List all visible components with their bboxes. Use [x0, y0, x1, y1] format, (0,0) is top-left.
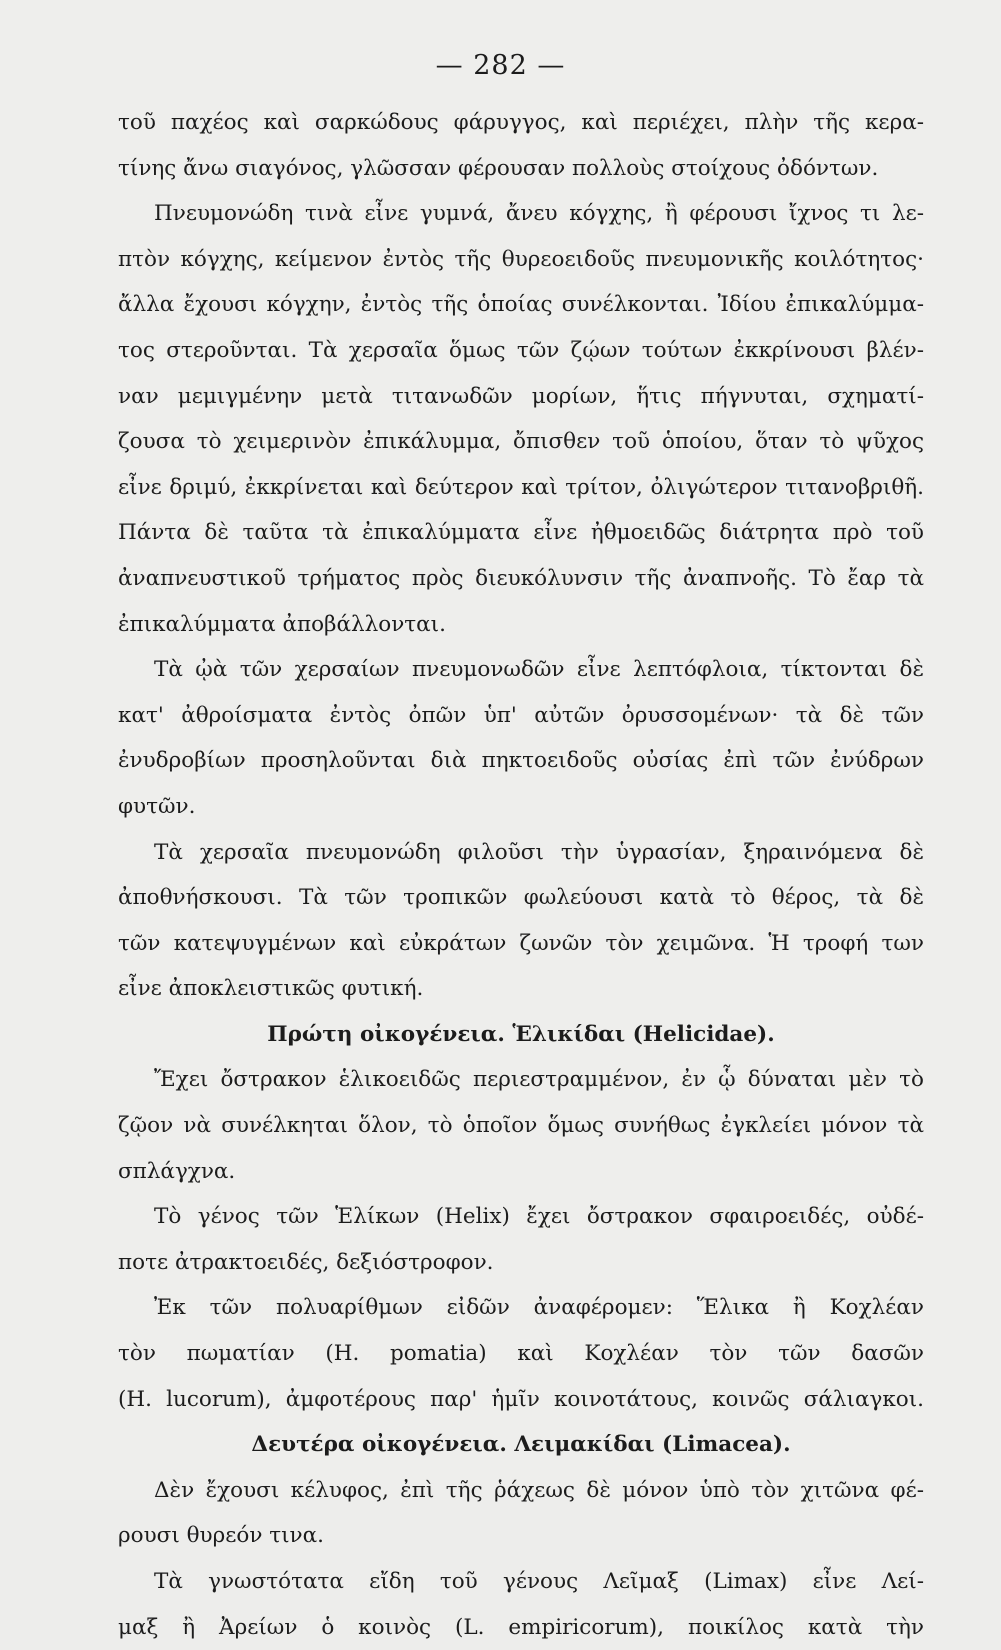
- text-line: ἀποθνήσκουσι. Τὰ τῶν τροπικῶν φωλεύουσι κατὰ τὸ θέρος, τὰ δὲ: [118, 885, 924, 911]
- body-text: [118, 100, 924, 1650]
- section-heading: Πρώτη οἰκογένεια. Ἑλικίδαι (Helicidae).: [267, 1021, 775, 1047]
- text-line: εἶνε ἀποκλειστικῶς φυτική.: [118, 976, 424, 1002]
- text-line: Δὲν ἔχουσι κέλυφος, ἐπὶ τῆς ῥάχεως δὲ μόνον ὑπὸ τὸν χιτῶνα φέ-: [154, 1477, 924, 1503]
- text-line: πτὸν κόγχης, κείμενον ἐντὸς τῆς θυρεοειδοῦς πνευμονικῆς κοιλότητος·: [118, 246, 924, 272]
- text-line: φυτῶν.: [118, 793, 196, 819]
- text-line: τὸν πωματίαν (H. pomatia) καὶ Κοχλέαν τὸν τῶν δασῶν: [118, 1341, 924, 1367]
- text-line: μαξ ἢ Ἀρείων ὁ κοινὸς (L. empiricorum), ποικίλος κατὰ τὴν: [118, 1614, 924, 1640]
- text-line: Τὸ γένος τῶν Ἑλίκων (Helix) ἔχει ὄστρακον σφαιροειδές, οὐδέ-: [154, 1204, 924, 1230]
- text-line: τος στεροῦνται. Τὰ χερσαῖα ὅμως τῶν ζῴων τούτων ἐκκρίνουσι βλέν-: [118, 337, 924, 363]
- text-line: Τὰ ᾠὰ τῶν χερσαίων πνευμονωδῶν εἶνε λεπτόφλοια, τίκτονται δὲ: [154, 657, 924, 683]
- text-line: ζουσα τὸ χειμερινὸν ἐπικάλυμμα, ὄπισθεν τοῦ ὁποίου, ὅταν τὸ ψῦχος: [118, 429, 924, 455]
- text-line: Τὰ γνωστότατα εἴδη τοῦ γένους Λεῖμαξ (Limax) εἶνε Λεί-: [154, 1569, 924, 1594]
- section-heading: Δευτέρα οἰκογένεια. Λειμακίδαι (Limacea).: [251, 1432, 791, 1458]
- text-line: Πάντα δὲ ταῦτα τὰ ἐπικαλύμματα εἶνε ἠθμοειδῶς διάτρητα πρὸ τοῦ: [118, 520, 924, 546]
- text-line: εἶνε δριμύ, ἐκκρίνεται καὶ δεύτερον καὶ τρίτον, ὀλιγώτερον τιτανοβριθῆ.: [118, 474, 924, 500]
- text-line: τοῦ παχέος καὶ σαρκώδους φάρυγγος, καὶ περιέχει, πλὴν τῆς κερα-: [118, 110, 924, 135]
- text-line: ποτε ἀτρακτοειδές, δεξιόστροφον.: [118, 1249, 494, 1275]
- text-line: ζῷον νὰ συνέλκηται ὅλον, τὸ ὁποῖον ὅμως συνήθως ἐγκλείει μόνον τὰ: [118, 1113, 924, 1139]
- text-line: ἐπικαλύμματα ἀποβάλλονται.: [118, 611, 446, 637]
- text-line: Ἐκ τῶν πολυαρίθμων εἰδῶν ἀναφέρομεν: Ἕλικα ἢ Κοχλέαν: [154, 1295, 924, 1321]
- text-line: ἄλλα ἔχουσι κόγχην, ἐντὸς τῆς ὁποίας συνέλκονται. Ἰδίου ἐπικαλύμμα-: [118, 292, 924, 318]
- text-line: τίνης ἄνω σιαγόνος, γλῶσσαν φέρουσαν πολλοὺς στοίχους ὀδόντων.: [118, 155, 879, 181]
- text-line: ναν μεμιγμένην μετὰ τιτανωδῶν μορίων, ἥτις πήγνυται, σχηματί-: [118, 383, 924, 409]
- text-line: Πνευμονώδη τινὰ εἶνε γυμνά, ἄνευ κόγχης, ἢ φέρουσι ἴχνος τι λε-: [154, 201, 924, 227]
- text-line: Τὰ χερσαῖα πνευμονώδη φιλοῦσι τὴν ὑγρασίαν, ξηραινόμενα δὲ: [154, 839, 924, 865]
- text-line: ἐνυδροβίων προσηλοῦνται διὰ πηκτοειδοῦς οὐσίας ἐπὶ τῶν ἐνύδρων: [118, 748, 924, 774]
- text-line: ρουσι θυρεόν τινα.: [118, 1523, 324, 1549]
- text-line: τῶν κατεψυγμένων καὶ εὐκράτων ζωνῶν τὸν χειμῶνα. Ἡ τροφή των: [118, 930, 924, 956]
- text-line: ἀναπνευστικοῦ τρήματος πρὸς διευκόλυνσιν τῆς ἀναπνοῆς. Τὸ ἔαρ τὰ: [118, 565, 924, 591]
- text-line: σπλάγχνα.: [118, 1158, 236, 1184]
- text-line: κατ' ἀθροίσματα ἐντὸς ὀπῶν ὑπ' αὐτῶν ὀρυσσομένων· τὰ δὲ τῶν: [118, 702, 924, 728]
- text-line: (H. lucorum), ἀμφοτέρους παρ' ἡμῖν κοινοτάτους, κοινῶς σάλιαγκοι.: [118, 1386, 924, 1412]
- page-number: — 282 —: [435, 50, 566, 81]
- text-line: Ἔχει ὄστρακον ἑλικοειδῶς περιεστραμμένον, ἐν ᾧ δύναται μὲν τὸ: [154, 1067, 924, 1093]
